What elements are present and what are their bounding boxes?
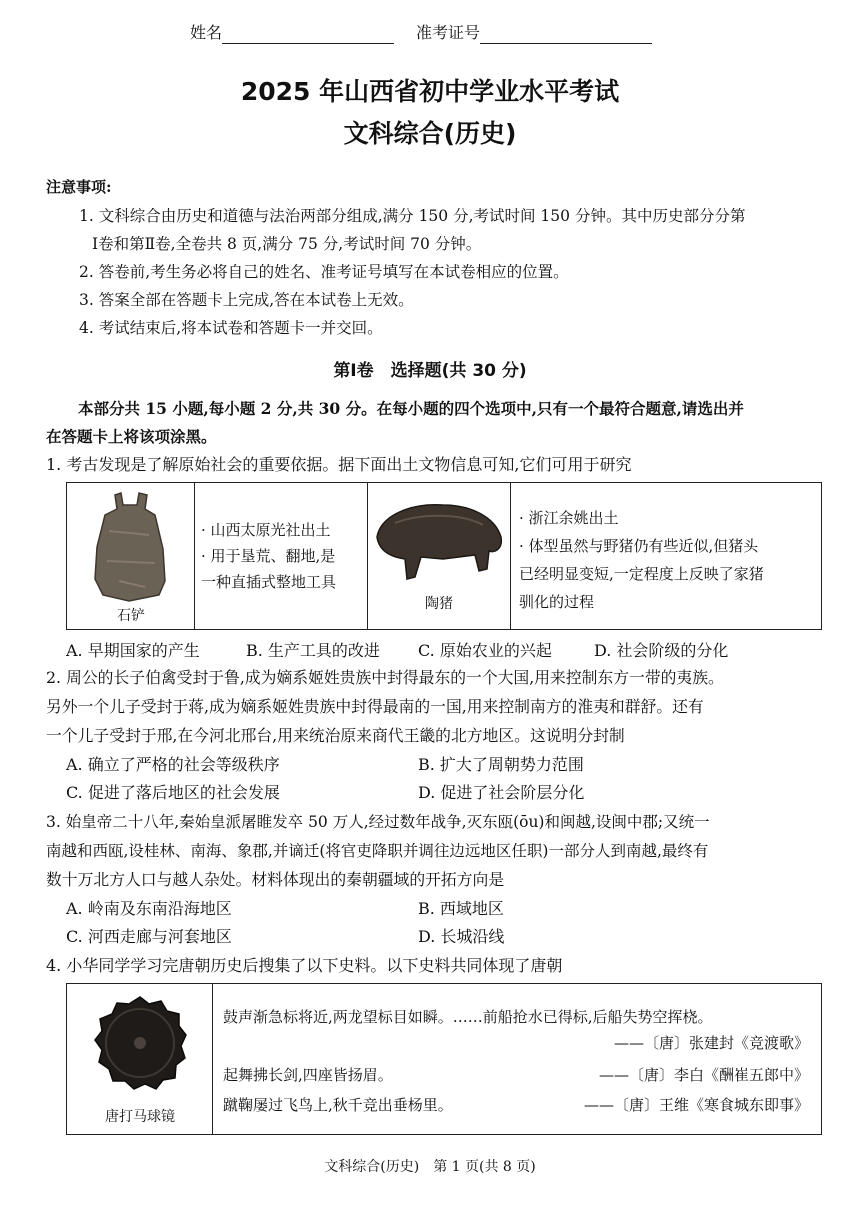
q2-option-a: A. 确立了严格的社会等级秩序 (66, 755, 280, 774)
exam-number-label: 准考证号 (416, 23, 481, 42)
notes-item-3: 3. 答案全部在答题卡上完成,答在本试卷上无效。 (79, 291, 414, 309)
q1-artifact-table (66, 482, 822, 630)
exam-subtitle: 文科综合(历史) (343, 119, 517, 148)
q3-stem-1: 3. 始皇帝二十八年,秦始皇派屠睢发卒 50 万人,经过数年战争,灭东瓯(ōu)和闽越,设闽中郡;又统一 (46, 813, 710, 831)
q1-option-d: D. 社会阶级的分化 (594, 641, 729, 660)
q4-source-1: ——〔唐〕张建封《竞渡歌》 (613, 1034, 809, 1052)
q1-caption-right: 陶猪 (425, 596, 453, 612)
q3-stem-3: 数十万北方人口与越人杂处。材料体现出的秦朝疆域的开拓方向是 (46, 870, 505, 889)
q1-info-left-2: · 用于垦荒、翻地,是 (201, 547, 336, 565)
q4-source-2: ——〔唐〕李白《酬崔五郎中》 (598, 1066, 809, 1084)
q1-option-c: C. 原始农业的兴起 (418, 641, 552, 660)
q1-caption-left: 石铲 (117, 608, 145, 624)
instructions-line-2: 在答题卡上将该项涂黑。 (46, 427, 217, 446)
exam-number-underline (480, 25, 652, 44)
q1-info-left-3: 一种直插式整地工具 (201, 573, 337, 591)
name-underline (222, 25, 394, 44)
q3-option-d: D. 长城沿线 (418, 927, 505, 946)
page-footer: 文科综合(历史) 第 1 页(共 8 页) (324, 1159, 536, 1175)
q3-option-b: B. 西域地区 (418, 899, 504, 918)
q1-option-b: B. 生产工具的改进 (246, 641, 380, 660)
q2-stem-3: 一个儿子受封于邢,在今河北邢台,用来统治原来商代王畿的北方地区。这说明分封制 (46, 726, 625, 745)
pottery-pig-image (371, 493, 505, 589)
q4-caption: 唐打马球镜 (105, 1109, 175, 1125)
q1-info-right-4: 驯化的过程 (519, 593, 595, 611)
q4-source-3: ——〔唐〕王维《寒食城东即事》 (583, 1096, 809, 1114)
q4-stem: 4. 小华同学学习完唐朝历史后搜集了以下史料。以下史料共同体现了唐朝 (46, 956, 563, 975)
section-title: 第Ⅰ卷 选择题(共 30 分) (333, 361, 527, 381)
q1-info-right-1: · 浙江余姚出土 (519, 509, 619, 527)
exam-number-field (416, 22, 652, 44)
q3-option-c: C. 河西走廊与河套地区 (66, 927, 232, 946)
q2-option-d: D. 促进了社会阶层分化 (418, 783, 585, 802)
notes-item-1: 1. 文科综合由历史和道德与法治两部分组成,满分 150 分,考试时间 150 分钟。其中历史部分分第 (79, 207, 746, 225)
notes-item-1-cont: Ⅰ卷和第Ⅱ卷,全卷共 8 页,满分 75 分,考试时间 70 分钟。 (92, 235, 482, 253)
notes-item-2: 2. 答卷前,考生务必将自己的姓名、准考证号填写在本试卷相应的位置。 (79, 263, 569, 281)
q1-info-left-1: · 山西太原光社出土 (201, 521, 331, 539)
instructions-line-1: 本部分共 15 小题,每小题 2 分,共 30 分。在每小题的四个选项中,只有一个最符合题意,请选出并 (78, 399, 744, 418)
q1-stem: 1. 考古发现是了解原始社会的重要依据。据下面出土文物信息可知,它们可用于研究 (46, 455, 632, 474)
name-field (190, 22, 394, 44)
polo-mirror-image (91, 994, 189, 1092)
q3-option-a: A. 岭南及东南沿海地区 (66, 899, 232, 918)
q4-source-table (66, 983, 822, 1135)
q1-info-right-3: 已经明显变短,一定程度上反映了家猪 (519, 565, 764, 583)
q4-quote-2: 起舞拂长剑,四座皆扬眉。 (223, 1066, 393, 1084)
q2-stem-1: 2. 周公的长子伯禽受封于鲁,成为嫡系姬姓贵族中封得最东的一个大国,用来控制东方一带的夷族。 (46, 668, 724, 687)
name-label: 姓名 (190, 23, 223, 42)
q4-quote-3: 蹴鞠屡过飞鸟上,秋千竞出垂杨里。 (223, 1096, 453, 1114)
q4-quote-1: 鼓声渐急标将近,两龙望标目如瞬。……前船抢水已得标,后船失势空挥桡。 (223, 1008, 713, 1026)
q1-info-right-2: · 体型虽然与野猪仍有些近似,但猪头 (519, 537, 759, 555)
exam-title: 2025 年山西省初中学业水平考试 (240, 77, 620, 106)
q2-stem-2: 另外一个儿子受封于蒋,成为嫡系姬姓贵族中封得最南的一国,用来控制南方的淮夷和群舒。还有 (46, 697, 704, 716)
q2-option-b: B. 扩大了周朝势力范围 (418, 755, 584, 774)
notes-heading: 注意事项: (46, 178, 112, 196)
q3-stem-2: 南越和西瓯,设桂林、南海、象郡,并谪迁(将官吏降职并调往边远地区任职)一部分人到南越,最终有 (46, 842, 709, 860)
q2-option-c: C. 促进了落后地区的社会发展 (66, 783, 280, 802)
notes-item-4: 4. 考试结束后,将本试卷和答题卡一并交回。 (79, 319, 383, 337)
q1-option-a: A. 早期国家的产生 (66, 641, 200, 660)
stone-shovel-image (89, 491, 171, 603)
